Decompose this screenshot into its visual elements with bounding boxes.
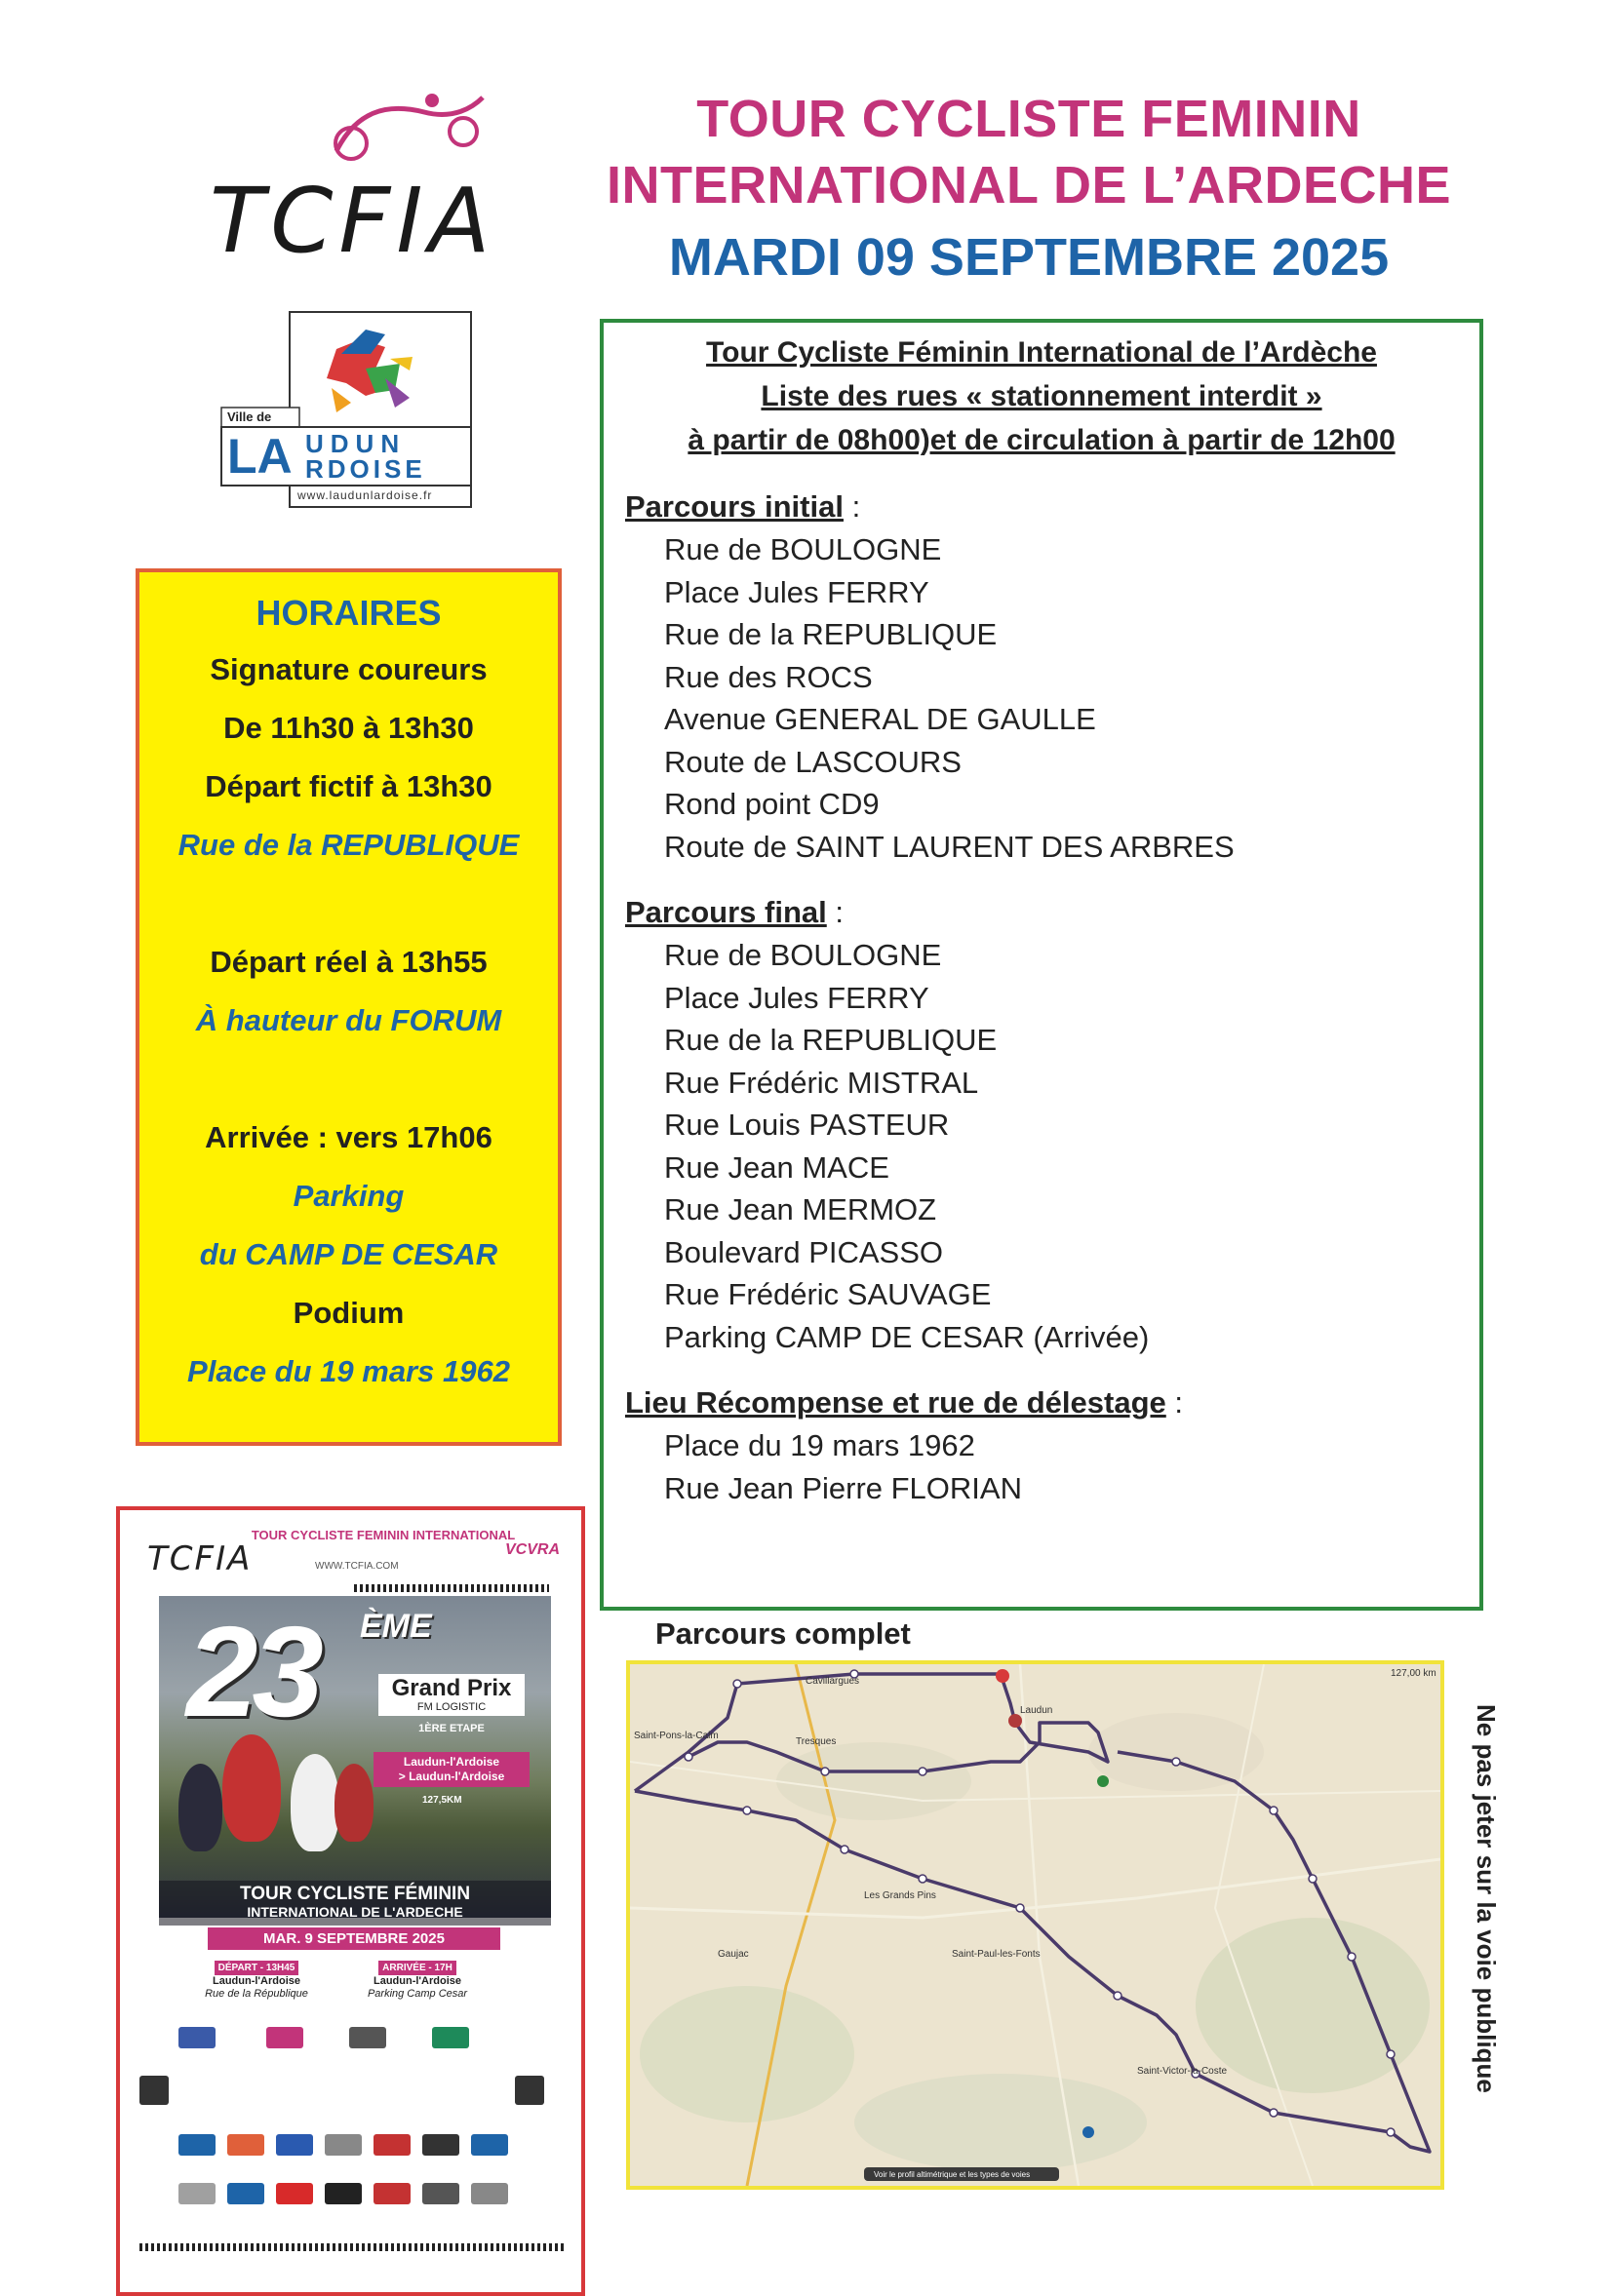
laudun-udun: UDUN	[305, 429, 407, 458]
poster-grand-prix: Grand Prix FM LOGISTIC	[378, 1674, 525, 1716]
map-title: Parcours complet	[655, 1616, 911, 1651]
sponsor-logo	[266, 2027, 303, 2048]
sponsor-logo	[276, 2183, 313, 2204]
sponsor-logo	[349, 2027, 386, 2048]
laudun-la: LA	[227, 429, 293, 484]
horaires-podium-place: Place du 19 mars 1962	[187, 1354, 510, 1388]
sponsor-logo	[227, 2134, 264, 2156]
lieu-street-list	[604, 1424, 1479, 1509]
finish-pin-icon	[1008, 1714, 1022, 1728]
start-pin-icon	[996, 1669, 1009, 1683]
horaires-depart-reel: Départ réel à 13h55	[210, 945, 488, 979]
laudun-logo	[219, 310, 473, 510]
section-parcours-final: Parcours final :	[625, 895, 844, 929]
sponsor-logo	[276, 2134, 313, 2156]
horaires-box	[136, 568, 562, 1446]
rider-figure	[291, 1754, 339, 1851]
street-item: Rue Frédéric MISTRAL	[664, 1065, 979, 1100]
map-label: Les Grands Pins	[864, 1890, 936, 1901]
street-item: Rue de la REPUBLIQUE	[664, 617, 998, 651]
street-item: Place du 19 mars 1962	[664, 1428, 975, 1462]
street-list-box	[600, 319, 1483, 1611]
route-map	[626, 1660, 1444, 2190]
street-item: Route de LASCOURS	[664, 744, 962, 779]
poster-arrivee: ARRIVÉE - 17H Laudun-l'Ardoise Parking Camp Cesar	[367, 1963, 468, 2000]
poster-web: WWW.TCFIA.COM	[315, 1561, 399, 1572]
horaires-depart-reel-place: À hauteur du FORUM	[195, 1003, 502, 1037]
sponsor-logo	[471, 2183, 508, 2204]
sponsor-logo	[422, 2183, 459, 2204]
street-list-header	[604, 331, 1479, 462]
horaires-podium: Podium	[293, 1296, 405, 1330]
sponsor-logo	[325, 2134, 362, 2156]
map-label: Saint-Paul-les-Fonts	[952, 1949, 1041, 1960]
poster-route: Laudun-l'Ardoise > Laudun-l'Ardoise	[374, 1752, 530, 1787]
map-distance: 127,00 km	[1391, 1668, 1436, 1679]
street-item: Route de SAINT LAURENT DES ARBRES	[664, 829, 1235, 864]
map-footer: Voir le profil altimétrique et les types de voies	[874, 2170, 1031, 2179]
sponsor-logo	[471, 2134, 508, 2156]
horaires-title: HORAIRES	[256, 593, 442, 633]
tcfia-wordmark: TCFIA	[210, 169, 496, 273]
street-item: Rue Jean Pierre FLORIAN	[664, 1470, 1022, 1505]
horaires-depart-fictif: Départ fictif à 13h30	[205, 769, 492, 803]
section-lieu-recompense: Lieu Récompense et rue de délestage :	[625, 1385, 1183, 1420]
cyclist-logo-icon	[317, 93, 492, 180]
street-item: Rond point CD9	[664, 787, 880, 821]
sprint-pin-icon	[1097, 1775, 1109, 1787]
tcfia-logo	[200, 93, 496, 273]
sponsor-logo	[178, 2027, 216, 2048]
header-line-2: Liste des rues « stationnement interdit »	[761, 380, 1322, 412]
street-item: Rue de BOULOGNE	[664, 938, 942, 972]
poster-logo: TCFIA	[147, 1539, 253, 1578]
poster-banner: TOUR CYCLISTE FÉMININ INTERNATIONAL DE L'ARDECHE	[159, 1881, 551, 1926]
final-street-list	[604, 934, 1479, 1358]
do-not-litter-note: Ne pas jeter sur la voie publique	[1472, 1704, 1501, 2093]
initial-street-list	[604, 528, 1479, 868]
street-item: Rue Jean MACE	[664, 1149, 889, 1185]
sponsor-logo	[227, 2183, 264, 2204]
laudun-rdoise: RDOISE	[305, 454, 426, 484]
street-item: Rue de la REPUBLIQUE	[664, 1023, 998, 1057]
horaires-depart-fictif-place: Rue de la REPUBLIQUE	[177, 828, 520, 862]
map-label: Tresques	[796, 1736, 837, 1747]
section-parcours-initial: Parcours initial :	[625, 489, 861, 524]
qr-code-icon	[515, 2076, 544, 2105]
street-item: Parking CAMP DE CESAR (Arrivée)	[664, 1319, 1150, 1354]
street-item: Rue de BOULOGNE	[664, 532, 942, 566]
header-line-3: à partir de 08h00)et de circulation à partir de 12h00	[688, 424, 1396, 456]
rider-figure	[222, 1734, 281, 1842]
header-line-1: Tour Cycliste Féminin International de l’Ardèche	[706, 336, 1377, 369]
street-item: Place Jules FERRY	[664, 574, 929, 609]
map-label: Saint-Victor-la-Coste	[1137, 2066, 1228, 2077]
map-label: Laudun	[1020, 1705, 1053, 1716]
sponsor-logo	[374, 2183, 411, 2204]
street-item: Rue des ROCS	[664, 659, 873, 694]
event-date: MARDI 09 SEPTEMBRE 2025	[668, 228, 1390, 287]
horaires-arrivee-place: du CAMP DE CESAR	[199, 1237, 498, 1271]
poster-club-logo: VCVRA	[504, 1541, 560, 1558]
vertical-note	[1468, 1704, 1507, 2133]
sponsor-logo	[178, 2134, 216, 2156]
sponsor-logo	[325, 2183, 362, 2204]
sponsor-logo	[432, 2027, 469, 2048]
street-item: Avenue GENERAL DE GAULLE	[664, 702, 1096, 736]
laudun-website: www.laudunlardoise.fr	[297, 488, 433, 502]
poster-edition-suffix: ÈME	[360, 1608, 432, 1645]
route-map-svg	[630, 1664, 1440, 2186]
poster-etape: 1ÈRE ETAPE	[418, 1723, 485, 1734]
map-label: Saint-Pons-la-Calm	[634, 1731, 719, 1741]
sponsor-logo	[422, 2134, 459, 2156]
map-label: Gaujac	[718, 1949, 749, 1960]
horaires-arrivee: Arrivée : vers 17h06	[205, 1120, 492, 1154]
street-item: Rue Louis PASTEUR	[664, 1108, 950, 1142]
rider-figure	[178, 1764, 222, 1851]
kom-pin-icon	[1082, 2126, 1094, 2138]
poster-top-title: TOUR CYCLISTE FEMININ INTERNATIONAL	[251, 1528, 516, 1542]
title-line-2: INTERNATIONAL DE L’ARDECHE	[606, 156, 1452, 214]
street-item: Rue Jean MERMOZ	[664, 1192, 937, 1226]
poster-distance: 127,5KM	[422, 1795, 462, 1806]
map-label: Cavillargues	[806, 1676, 860, 1687]
poster-date: MAR. 9 SEPTEMBRE 2025	[208, 1927, 500, 1950]
horaires-signature-time: De 11h30 à 13h30	[223, 711, 474, 745]
street-item: Place Jules FERRY	[664, 980, 929, 1015]
horaires-signature: Signature coureurs	[210, 652, 488, 686]
poster-depart: DÉPART - 13H45 Laudun-l'Ardoise Rue de la République	[205, 1963, 308, 2000]
street-item: Boulevard PICASSO	[664, 1234, 944, 1269]
qr-code-icon	[139, 2076, 169, 2105]
sponsor-logo	[178, 2183, 216, 2204]
sponsor-logo	[374, 2134, 411, 2156]
ville-de-label: Ville de	[227, 409, 272, 424]
title-line-1: TOUR CYCLISTE FEMININ	[696, 90, 1361, 148]
event-poster	[116, 1506, 585, 2296]
horaires-arrivee-parking: Parking	[293, 1179, 405, 1213]
street-item: Rue Frédéric SAUVAGE	[664, 1277, 992, 1311]
poster-edition-number: 23	[186, 1600, 318, 1743]
rider-figure	[334, 1764, 374, 1842]
title-block	[585, 86, 1473, 296]
